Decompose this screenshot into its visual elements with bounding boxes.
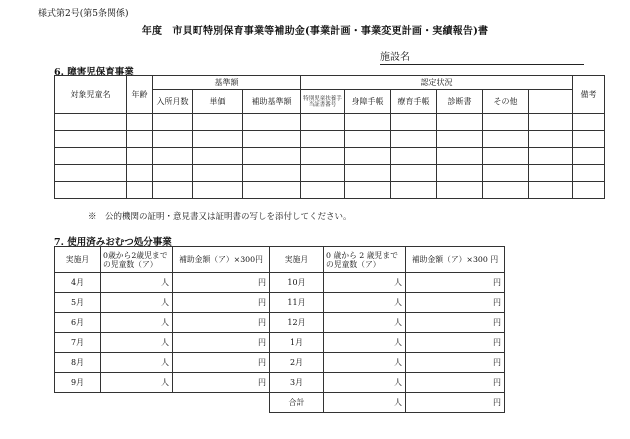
table-cell[interactable]: [529, 182, 573, 199]
table-cell[interactable]: [573, 114, 605, 131]
month-cell: 12月: [270, 313, 324, 333]
table-row: [55, 273, 505, 293]
subsidy-amount-cell[interactable]: 円: [173, 273, 270, 293]
table-row: [55, 131, 605, 148]
table-cell[interactable]: [127, 131, 153, 148]
header-rehab-book: 療育手帳: [391, 90, 437, 114]
header-subsidy: 補助金額（ア）×300円: [173, 247, 270, 273]
table-cell[interactable]: [437, 114, 483, 131]
children-count-cell[interactable]: 人: [101, 293, 173, 313]
children-count-cell[interactable]: 人: [101, 333, 173, 353]
table-row: [55, 353, 505, 373]
table-cell[interactable]: [55, 148, 127, 165]
table-cell[interactable]: [483, 114, 529, 131]
subsidy-amount-cell[interactable]: 円: [173, 373, 270, 393]
table-cell[interactable]: [55, 182, 127, 199]
table-cell[interactable]: [127, 165, 153, 182]
empty-cell: [173, 393, 270, 413]
subsidy-amount-cell[interactable]: 円: [173, 353, 270, 373]
month-cell: 8月: [55, 353, 101, 373]
table-cell[interactable]: [243, 182, 301, 199]
table-cell[interactable]: [529, 148, 573, 165]
month-cell: 10月: [270, 273, 324, 293]
table-cell[interactable]: [573, 182, 605, 199]
table-cell[interactable]: [55, 165, 127, 182]
table-cell[interactable]: [301, 131, 345, 148]
children-count-cell[interactable]: 人: [324, 353, 406, 373]
header-months: 入所月数: [153, 90, 193, 114]
table-cell[interactable]: [301, 182, 345, 199]
table-cell[interactable]: [153, 182, 193, 199]
table-cell[interactable]: [243, 148, 301, 165]
document-title: 年度 市貝町特別保育事業等補助金(事業計画・事業変更計画・実績報告)書: [141, 26, 489, 37]
header-subsidy-right: 補助金額（ア）×300 円: [406, 247, 505, 273]
table-cell[interactable]: [193, 114, 243, 131]
attachment-note: ※ 公的機関の証明・意見書又は証明書の写しを添付してください。: [88, 212, 352, 222]
table-cell[interactable]: [153, 165, 193, 182]
table-cell[interactable]: [437, 131, 483, 148]
header-month: 実施月: [55, 247, 101, 273]
month-cell: 4月: [55, 273, 101, 293]
header-base-amount: 基準額: [153, 76, 301, 90]
children-count-cell[interactable]: 人: [324, 313, 406, 333]
table-cell[interactable]: [153, 148, 193, 165]
table-cell[interactable]: [483, 165, 529, 182]
children-count-cell[interactable]: 人: [101, 273, 173, 293]
table-cell[interactable]: [345, 148, 391, 165]
table-cell[interactable]: [391, 114, 437, 131]
empty-cell: [101, 393, 173, 413]
header-children: 0歳から2歳児までの児童数（ア）: [101, 247, 173, 273]
table-cell[interactable]: [437, 182, 483, 199]
header-children-right: 0 歳から 2 歳児までの児童数（ア）: [324, 247, 406, 273]
header-remarks: 備考: [573, 76, 605, 114]
header-month-right: 実施月: [270, 247, 324, 273]
facility-name-field[interactable]: [380, 48, 584, 65]
table-cell[interactable]: [243, 114, 301, 131]
table-cell[interactable]: [301, 148, 345, 165]
month-cell: 2月: [270, 353, 324, 373]
header-unit-price: 単価: [193, 90, 243, 114]
table-cell[interactable]: [55, 114, 127, 131]
children-count-cell[interactable]: 人: [324, 393, 406, 413]
subsidy-amount-cell[interactable]: 円: [406, 393, 505, 413]
month-cell: 1月: [270, 333, 324, 353]
table-cell[interactable]: [55, 131, 127, 148]
header-diagnosis: 診断書: [437, 90, 483, 114]
subsidy-amount-cell[interactable]: 円: [173, 313, 270, 333]
month-cell: 9月: [55, 373, 101, 393]
table-cell[interactable]: [153, 114, 193, 131]
table-cell[interactable]: [437, 165, 483, 182]
table-cell[interactable]: [483, 182, 529, 199]
table-cell[interactable]: [345, 165, 391, 182]
header-certification: 認定状況: [301, 76, 573, 90]
children-count-cell[interactable]: 人: [324, 273, 406, 293]
subsidy-amount-cell[interactable]: 円: [406, 373, 505, 393]
month-cell: 7月: [55, 333, 101, 353]
month-cell: 11月: [270, 293, 324, 313]
subsidy-amount-cell[interactable]: 円: [406, 333, 505, 353]
children-count-cell[interactable]: 人: [324, 333, 406, 353]
table-row: [55, 114, 605, 131]
table-cell[interactable]: [573, 148, 605, 165]
header-disability-book: 身障手帳: [345, 90, 391, 114]
table-row: [55, 333, 505, 353]
total-label: 合計: [270, 393, 324, 413]
table-cell[interactable]: [391, 131, 437, 148]
table-cell[interactable]: [391, 148, 437, 165]
table-cell[interactable]: [345, 182, 391, 199]
table-row: [55, 373, 505, 393]
subsidy-amount-cell[interactable]: 円: [406, 353, 505, 373]
children-count-cell[interactable]: 人: [101, 373, 173, 393]
table-cell[interactable]: [193, 182, 243, 199]
children-count-cell[interactable]: 人: [324, 293, 406, 313]
header-age: 年齢: [127, 76, 153, 114]
table-cell[interactable]: [437, 148, 483, 165]
subsidy-amount-cell[interactable]: 円: [406, 273, 505, 293]
section7-title: 7. 使用済みおむつ処分事業: [54, 237, 172, 248]
table-cell[interactable]: [391, 182, 437, 199]
month-cell: 6月: [55, 313, 101, 333]
header-other: その他: [483, 90, 529, 114]
table-cell[interactable]: [301, 165, 345, 182]
empty-cell: [55, 393, 101, 413]
subsidy-amount-cell[interactable]: 円: [406, 313, 505, 333]
children-count-cell[interactable]: 人: [101, 353, 173, 373]
table-cell[interactable]: [529, 131, 573, 148]
table-cell[interactable]: [345, 114, 391, 131]
table-cell[interactable]: [127, 148, 153, 165]
facility-label: 施設名: [380, 52, 410, 63]
table-row: [55, 148, 605, 165]
subsidy-amount-cell[interactable]: 円: [406, 293, 505, 313]
table-cell[interactable]: [243, 131, 301, 148]
table-row: [55, 293, 505, 313]
table-cell[interactable]: [127, 182, 153, 199]
subsidy-amount-cell[interactable]: 円: [173, 333, 270, 353]
table-cell[interactable]: [345, 131, 391, 148]
diaper-disposal-table: [54, 246, 505, 413]
children-count-cell[interactable]: 人: [324, 373, 406, 393]
table-cell[interactable]: [127, 114, 153, 131]
table-cell[interactable]: [483, 148, 529, 165]
table-cell[interactable]: [243, 165, 301, 182]
month-cell: 3月: [270, 373, 324, 393]
section6-title: 6. 障害児保育事業: [54, 67, 134, 78]
header-child-name: 対象児童名: [55, 76, 127, 114]
table-cell[interactable]: [573, 165, 605, 182]
header-special-allowance: 特別児童扶養手当証書番号: [301, 90, 345, 114]
table-cell[interactable]: [573, 131, 605, 148]
table-cell[interactable]: [301, 114, 345, 131]
month-cell: 5月: [55, 293, 101, 313]
table-cell[interactable]: [193, 165, 243, 182]
table-row: [55, 313, 505, 333]
subsidy-amount-cell[interactable]: 円: [173, 293, 270, 313]
children-count-cell[interactable]: 人: [101, 313, 173, 333]
form-number: 様式第2号(第5条関係): [38, 9, 129, 19]
table-row: [55, 165, 605, 182]
table-cell[interactable]: [529, 165, 573, 182]
table-cell[interactable]: [483, 131, 529, 148]
table-cell[interactable]: [193, 148, 243, 165]
header-subsidy-base: 補助基準額: [243, 90, 301, 114]
table-cell[interactable]: [529, 114, 573, 131]
table-cell[interactable]: [153, 131, 193, 148]
table-row: [55, 393, 505, 413]
table-cell[interactable]: [391, 165, 437, 182]
table-cell[interactable]: [193, 131, 243, 148]
table-row: [55, 182, 605, 199]
disabled-childcare-table: [54, 75, 605, 199]
